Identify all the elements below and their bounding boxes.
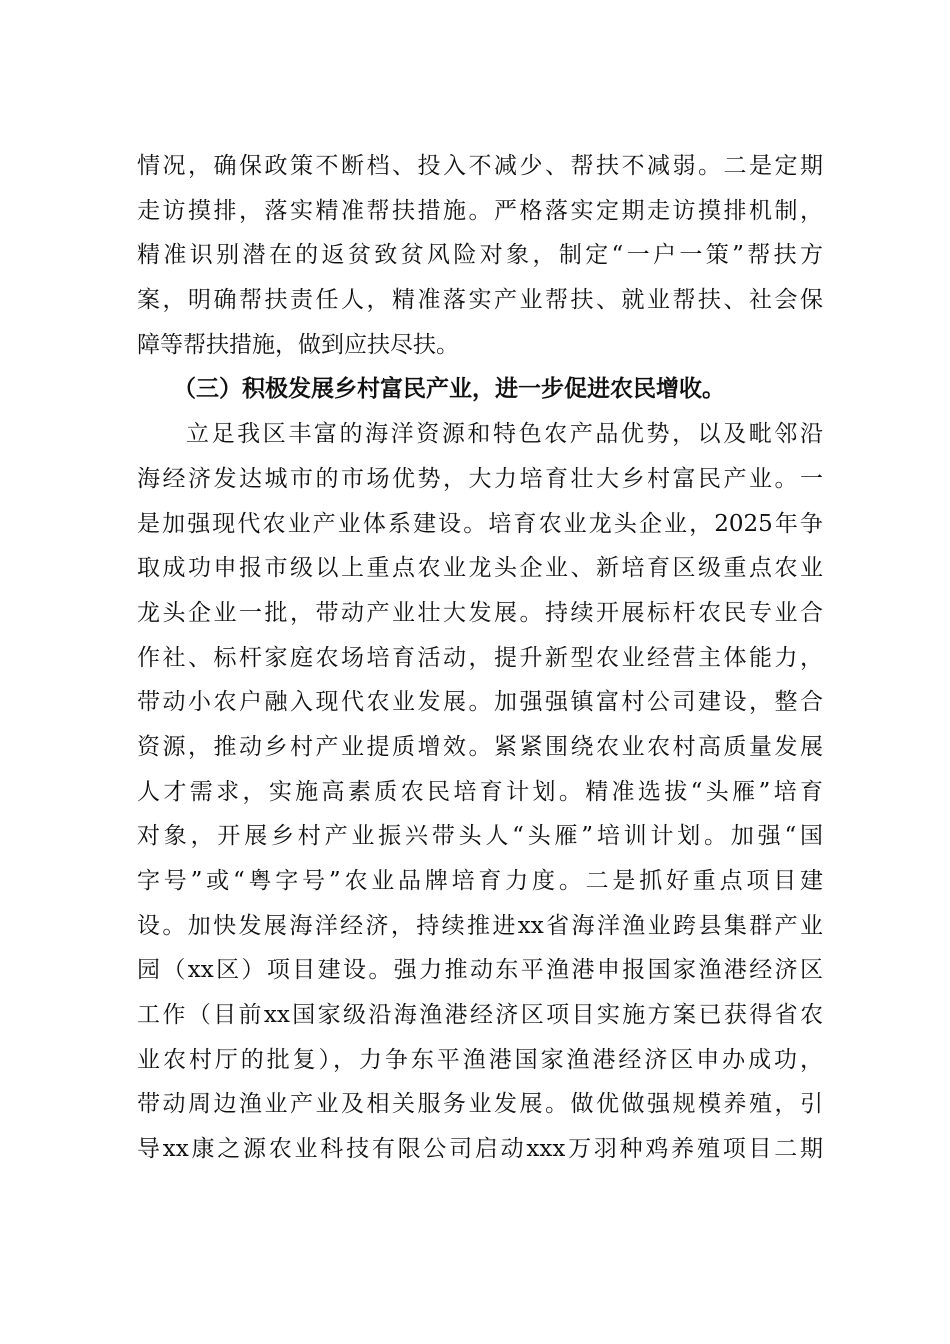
- paragraph-line: 情况，确保政策不断档、投入不减少、帮扶不减弱。二是定期: [137, 153, 823, 179]
- paragraph-line: 资源，推动乡村产业提质增效。紧紧围绕农业农村高质量发展: [137, 733, 823, 760]
- paragraph-line: 精准识别潜在的返贫致贫风险对象，制定“一户一策”帮扶方: [137, 242, 823, 269]
- paragraph-line: 案，明确帮扶责任人，精准落实产业帮扶、就业帮扶、社会保: [137, 287, 823, 314]
- paragraph-line: 人才需求，实施高素质农民培育计划。精准选拔“头雁”培育: [137, 778, 823, 805]
- paragraph-line: 工作（目前xx国家级沿海渔港经济区项目实施方案已获得省农: [137, 1002, 823, 1029]
- paragraph-line: 业农村厅的批复），力争东平渔港国家渔港经济区申办成功，: [137, 1046, 823, 1073]
- paragraph-line: 带动周边渔业产业及相关服务业发展。做优做强规模养殖，引: [137, 1091, 823, 1118]
- paragraph-line: 是加强现代农业产业体系建设。培育农业龙头企业，2025年争: [137, 510, 823, 537]
- paragraph-line: 海经济发达城市的市场优势，大力培育壮大乡村富民产业。一: [137, 465, 823, 492]
- paragraph-line: 对象，开展乡村产业振兴带头人“头雁”培训计划。加强“国: [137, 823, 823, 850]
- paragraph-line: 立足我区丰富的海洋资源和特色农产品优势，以及毗邻沿: [186, 421, 823, 448]
- document-body: [137, 144, 823, 1172]
- paragraph-line: 走访摸排，落实精准帮扶措施。严格落实定期走访摸排机制，: [137, 197, 823, 224]
- paragraph-line: 设。加快发展海洋经济，持续推进xx省海洋渔业跨县集群产业: [137, 912, 823, 939]
- paragraph-line: 障等帮扶措施，做到应扶尽扶。: [137, 331, 459, 358]
- section-heading: （三）积极发展乡村富民产业，进一步促进农民增收。: [173, 375, 725, 403]
- paragraph-line: 园（xx区）项目建设。强力推动东平渔港申报国家渔港经济区: [137, 957, 823, 984]
- paragraph-line: 作社、标杆家庭农场培育活动，提升新型农业经营主体能力，: [137, 644, 823, 671]
- paragraph-line: 取成功申报市级以上重点农业龙头企业、新培育区级重点农业: [137, 555, 823, 582]
- paragraph-line: 带动小农户融入现代农业发展。加强强镇富村公司建设，整合: [137, 689, 823, 716]
- paragraph-line: 字号”或“粤字号”农业品牌培育力度。二是抓好重点项目建: [137, 868, 823, 894]
- paragraph-line: 龙头企业一批，带动产业壮大发展。持续开展标杆农民专业合: [137, 599, 823, 626]
- paragraph-line: 导xx康之源农业科技有限公司启动xxx万羽种鸡养殖项目二期: [137, 1136, 823, 1163]
